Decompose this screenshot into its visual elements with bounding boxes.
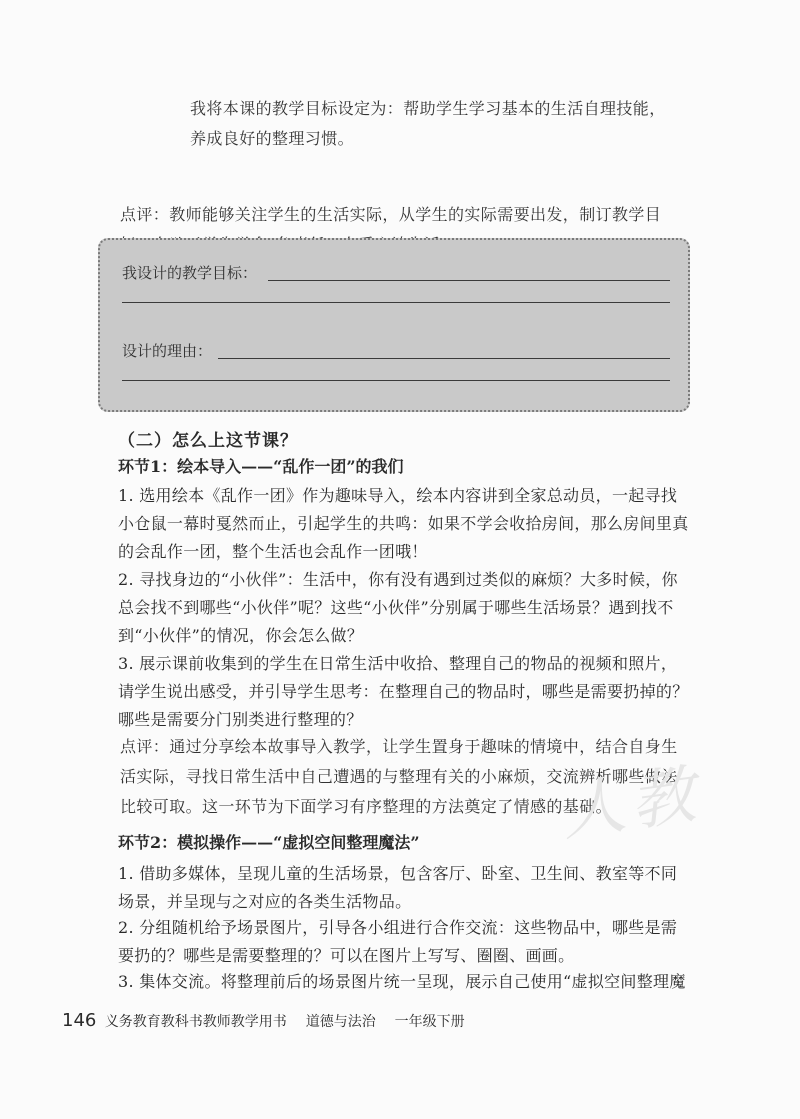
- goal-label: 我设计的教学目标：: [122, 264, 258, 282]
- goal-line-1[interactable]: [268, 280, 670, 281]
- page-footer: [62, 1010, 465, 1031]
- step1-item-1: 1. 选用绘本《乱作一团》作为趣味导入，绘本内容讲到全家总动员，一起寻找小仓鼠一幕时戛然而止，引起学生的共鸣：如果不学会收拾房间，那么房间里真的会乱作一团，整个生活也会乱作一团哦！: [118, 486, 689, 561]
- watermark: 人教: [556, 757, 706, 851]
- comment-paragraph-1: 点评：教师能够关注学生的生活实际，从学生的实际需要出发，制订教学目: [120, 205, 662, 224]
- step2-item-2: 2. 分组随机给予场景图片，引导各小组进行合作交流：这些物品中，哪些是需要扔的？哪些是需要整理的？可以在图片上写写、圈圈、画画。: [118, 918, 678, 965]
- intro-paragraph: 我将本课的教学目标设定为：帮助学生学习基本的生活自理技能，养成良好的整理习惯。: [190, 99, 666, 148]
- comment-paragraph-2: 点评：通过分享绘本故事导入教学，让学生置身于趣味的情境中，结合自身生活实际，寻找日常生活中自己遭遇的与整理有关的小麻烦，交流辨析哪些做法比较可取。这一环节为下面学习有序整理的方法奠定了情感的基础。: [120, 737, 678, 816]
- reason-line-2[interactable]: [122, 380, 670, 381]
- step2-item-3: 3. 集体交流。将整理前后的场景图片统一呈现，展示自己使用“虚拟空间整理魔: [118, 972, 686, 991]
- section-title: （二）怎么上这节课？: [118, 431, 298, 451]
- goal-line-2[interactable]: [122, 302, 670, 303]
- step2-title: 环节2：模拟操作——“虚拟空间整理魔法”: [118, 833, 420, 852]
- step1-title: 环节1：绘本导入——“乱作一团”的我们: [118, 457, 404, 476]
- footer-grade: 一年级下册: [394, 1014, 465, 1030]
- step1-item-2: 2. 寻找身边的“小伙伴”：生活中，你有没有遇到过类似的麻烦？大多时候，你总会找不到哪些“小伙伴”呢？这些“小伙伴”分别属于哪些生活场景？遇到找不到“小伙伴”的情况，你会怎么做？: [118, 570, 678, 645]
- reason-label: 设计的理由：: [122, 342, 213, 360]
- footer-series: 义务教育教科书教师教学用书: [104, 1014, 287, 1030]
- step2-item-1: 1. 借助多媒体，呈现儿童的生活场景，包含客厅、卧室、卫生间、教室等不同场景，并呈现与之对应的各类生活物品。: [118, 864, 678, 911]
- footer-subject: 道德与法治: [305, 1014, 376, 1030]
- reason-line-1[interactable]: [218, 358, 670, 359]
- design-worksheet-box: [98, 238, 690, 412]
- step1-item-3: 3. 展示课前收集到的学生在日常生活中收拾、整理自己的物品的视频和照片，请学生说出感受，并引导学生思考：在整理自己的物品时，哪些是需要扔掉的？哪些是需要分门别类进行整理的？: [118, 654, 689, 729]
- page-number: 146: [62, 1010, 97, 1031]
